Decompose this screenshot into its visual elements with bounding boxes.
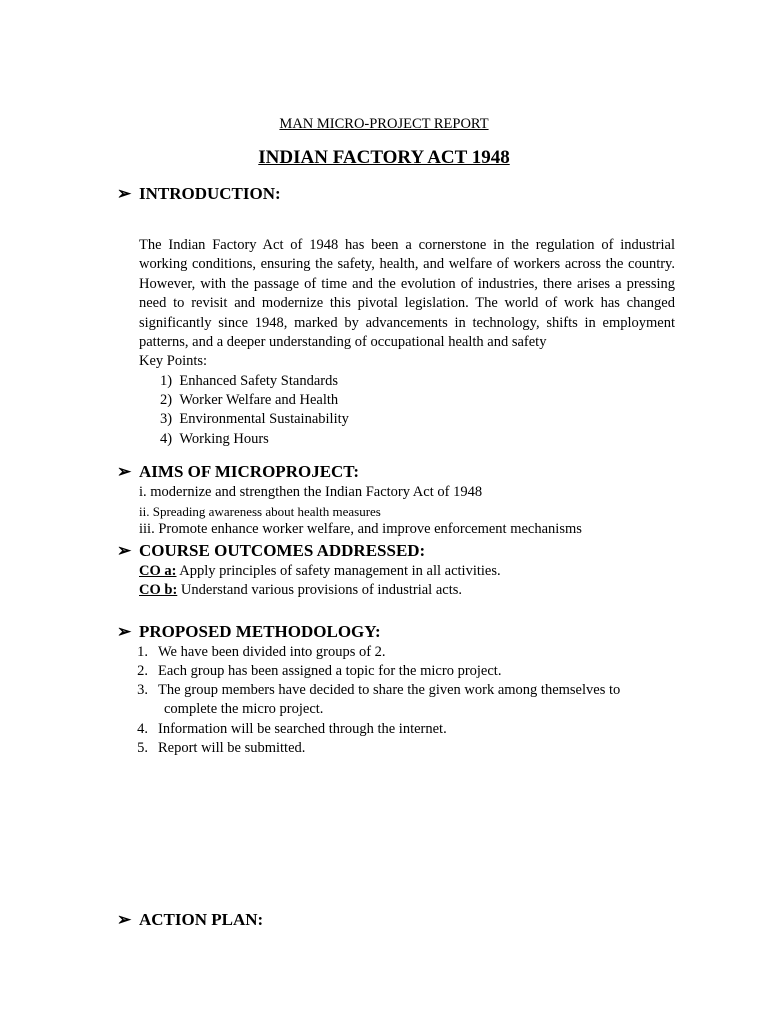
key-point-number: 3) [160, 411, 173, 427]
methodology-text: We have been divided into groups of 2. [158, 644, 386, 660]
key-point-item [160, 373, 338, 390]
methodology-item [122, 644, 386, 661]
key-point-number: 2) [160, 392, 173, 408]
methodology-item [122, 682, 620, 699]
course-outcome-item [139, 582, 462, 599]
course-outcome-key: CO b: [139, 582, 178, 598]
key-point-text: Working Hours [179, 431, 269, 447]
key-point-number: 1) [160, 373, 173, 389]
aims-heading-text: AIMS OF MICROPROJECT: [139, 462, 360, 481]
aim-item: iii. Promote enhance worker welfare, and improve enforcement mechanisms [139, 521, 582, 537]
methodology-number: 3. [137, 682, 148, 698]
methodology-number: 5. [137, 740, 148, 756]
action-plan-heading-text: ACTION PLAN: [139, 910, 264, 929]
methodology-item [122, 721, 447, 738]
course-outcomes-heading-text: COURSE OUTCOMES ADDRESSED: [139, 541, 426, 560]
key-point-text: Worker Welfare and Health [179, 392, 339, 408]
methodology-text: Each group has been assigned a topic for the micro project. [158, 663, 502, 679]
course-outcome-text: Apply principles of safety management in all activities. [176, 563, 501, 579]
aim-item: i. modernize and strengthen the Indian Factory Act of 1948 [139, 484, 483, 500]
aims-heading [117, 462, 359, 482]
key-point-item [160, 392, 338, 409]
introduction-heading [117, 184, 281, 204]
key-point-item [160, 411, 349, 428]
page-title: INDIAN FACTORY ACT 1948 [258, 147, 510, 168]
arrow-bullet-icon: ➢ [117, 910, 132, 929]
methodology-heading-text: PROPOSED METHODOLOGY: [139, 622, 381, 641]
methodology-item [122, 663, 501, 680]
methodology-text: The group members have decided to share the given work among themselves to [158, 682, 621, 698]
arrow-bullet-icon: ➢ [117, 184, 132, 203]
report-header: MAN MICRO-PROJECT REPORT [279, 116, 489, 132]
key-points-label: Key Points: [139, 353, 208, 369]
course-outcome-text: Understand various provisions of industrial acts. [177, 582, 462, 598]
methodology-number: 1. [137, 644, 148, 660]
methodology-text: Report will be submitted. [158, 740, 306, 756]
arrow-bullet-icon: ➢ [117, 541, 132, 560]
arrow-bullet-icon: ➢ [117, 462, 132, 481]
methodology-number: 4. [137, 721, 148, 737]
arrow-bullet-icon: ➢ [117, 622, 132, 641]
methodology-heading [117, 622, 381, 642]
methodology-item [122, 740, 305, 757]
key-point-text: Environmental Sustainability [179, 411, 349, 427]
methodology-number: 2. [137, 663, 148, 679]
action-plan-heading [117, 910, 263, 930]
key-point-item [160, 431, 269, 448]
course-outcome-item [139, 563, 501, 580]
key-point-number: 4) [160, 431, 173, 447]
aim-item: ii. Spreading awareness about health measures [139, 504, 381, 519]
methodology-item-continuation: complete the micro project. [164, 701, 324, 717]
introduction-paragraph: The Indian Factory Act of 1948 has been a cornerstone in the regulation of industrial working conditions, ensuring the safety, health, and welfare of workers across the country. However, with the passage of time and the evolution of industries, there arises a pressing need to revisit and modernize this pivotal legislation. The world of work has changed significantly since 1948, marked by advancements in technology, shifts in employment patterns, and a deeper understanding of occupational health and safety [139, 237, 675, 351]
key-point-text: Enhanced Safety Standards [179, 373, 338, 389]
introduction-heading-text: INTRODUCTION: [139, 184, 281, 203]
course-outcomes-heading [117, 541, 425, 561]
course-outcome-key: CO a: [139, 563, 177, 579]
methodology-text: Information will be searched through the internet. [158, 721, 447, 737]
